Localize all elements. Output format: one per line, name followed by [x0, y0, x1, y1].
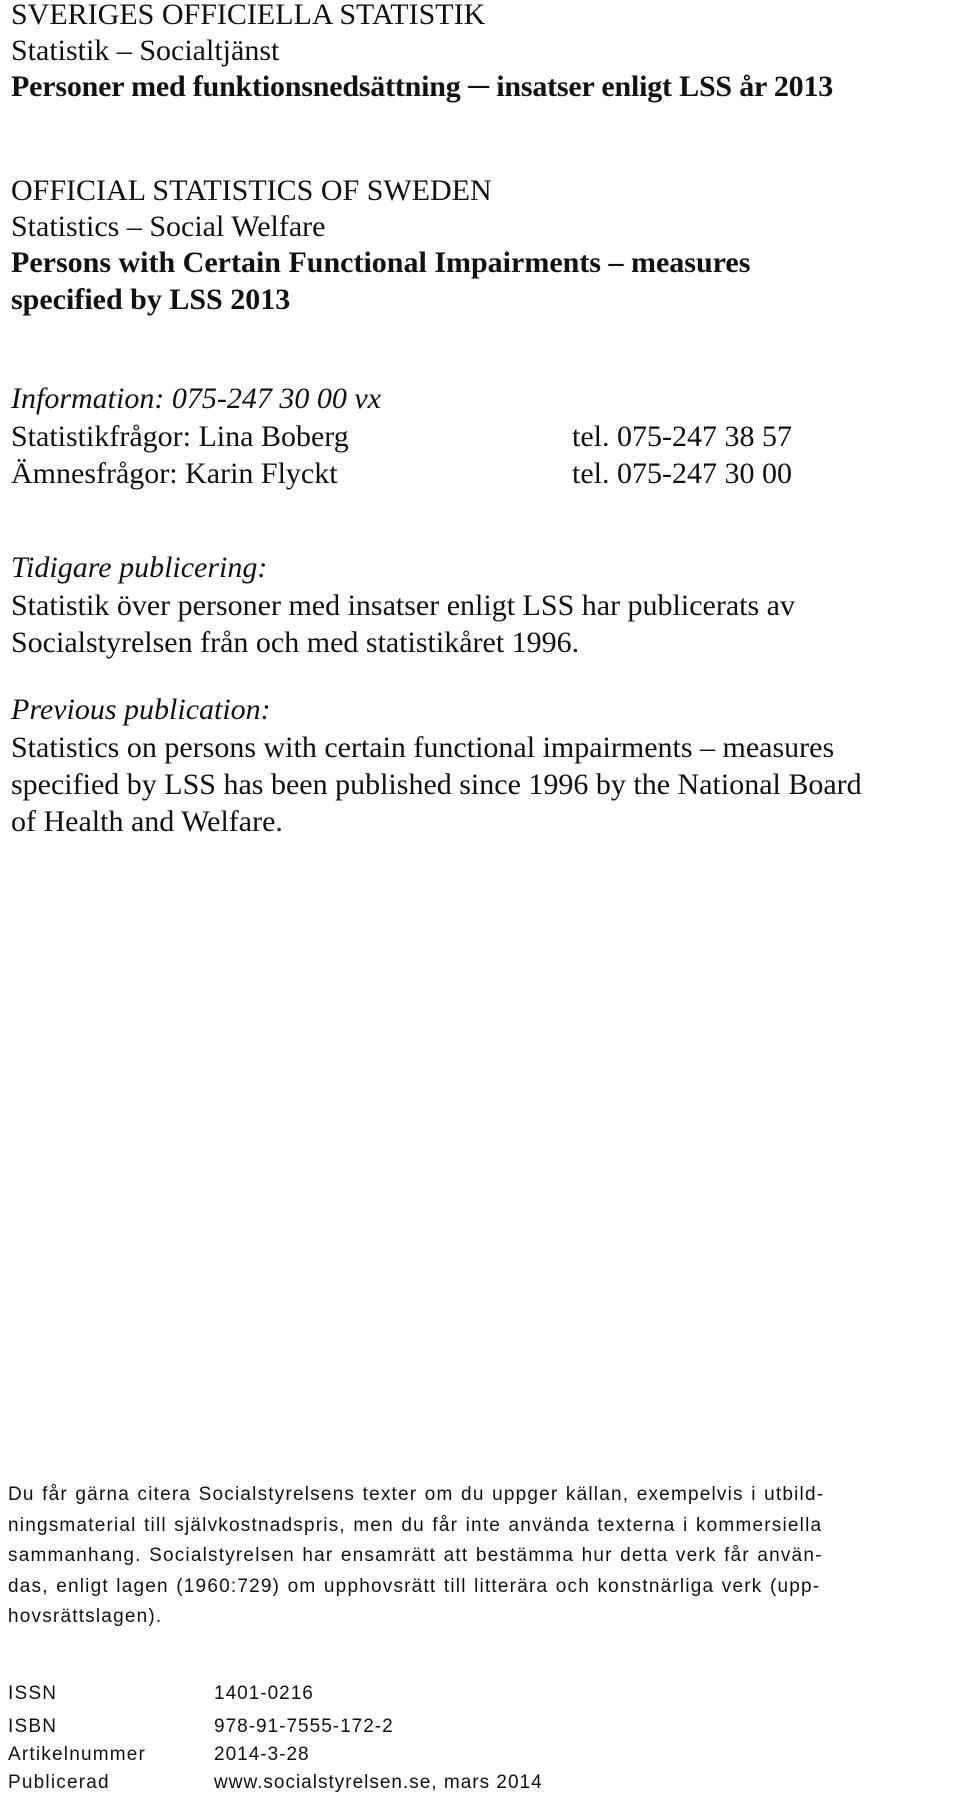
swedish-report-title: Personer med funktionsnedsättning ─ insatser enligt LSS år 2013 — [11, 70, 834, 103]
previous-publication-en-line1: Statistics on persons with certain functional impairments – measures — [11, 731, 835, 764]
meta-label-issn: ISSN — [8, 1683, 58, 1704]
contact-subject-phone: tel. 075-247 30 00 — [572, 457, 792, 490]
meta-label-article-number: Artikelnummer — [8, 1744, 147, 1765]
english-series-title: OFFICIAL STATISTICS OF SWEDEN — [11, 174, 492, 207]
swedish-subject: Statistik – Socialtjänst — [11, 34, 280, 67]
copyright-notice-line: hovsrättslagen). — [8, 1606, 163, 1627]
copyright-notice — [8, 1480, 956, 1633]
copyright-notice-line: Du får gärna citera Socialstyrelsens texter om du uppger källan, exempelvis i utbild- — [8, 1484, 825, 1505]
meta-value-isbn: 978-91-7555-172-2 — [214, 1716, 394, 1737]
english-report-title-line2: specified by LSS 2013 — [11, 283, 291, 316]
english-report-title-line1: Persons with Certain Functional Impairments – measures — [11, 246, 751, 279]
previous-publication-sv-line2: Socialstyrelsen från och med statistikåret 1996. — [11, 626, 580, 659]
contact-statistics-questions: Statistikfrågor: Lina Boberg — [11, 420, 349, 453]
meta-value-issn: 1401-0216 — [214, 1683, 314, 1704]
copyright-notice-line: ningsmaterial till självkostnadspris, men du får inte använda texterna i kommersiella — [8, 1514, 823, 1536]
meta-label-isbn: ISBN — [8, 1716, 58, 1737]
previous-publication-en-heading: Previous publication: — [11, 693, 271, 726]
contact-statistics-phone: tel. 075-247 38 57 — [572, 420, 792, 453]
copyright-notice-line: das, enligt lagen (1960:729) om upphovsrätt till litterära och konstnärliga verk (upp- — [8, 1575, 821, 1597]
contact-subject-questions: Ämnesfrågor: Karin Flyckt — [11, 457, 338, 490]
copyright-notice-line: sammanhang. Socialstyrelsen har ensamrätt att bestämma hur detta verk får använ- — [8, 1545, 823, 1566]
information-phone: Information: 075-247 30 00 vx — [11, 382, 381, 415]
meta-value-published: www.socialstyrelsen.se, mars 2014 — [214, 1772, 543, 1793]
swedish-series-title: SVERIGES OFFICIELLA STATISTIK — [11, 0, 486, 31]
english-subject: Statistics – Social Welfare — [11, 210, 326, 243]
previous-publication-sv-line1: Statistik över personer med insatser enligt LSS har publicerats av — [11, 589, 795, 622]
meta-value-article-number: 2014-3-28 — [214, 1744, 310, 1765]
meta-label-published: Publicerad — [8, 1772, 110, 1793]
previous-publication-sv-heading: Tidigare publicering: — [11, 551, 268, 584]
previous-publication-en-line2: specified by LSS has been published since 1996 by the National Board — [11, 768, 862, 801]
previous-publication-en-line3: of Health and Welfare. — [11, 805, 283, 838]
